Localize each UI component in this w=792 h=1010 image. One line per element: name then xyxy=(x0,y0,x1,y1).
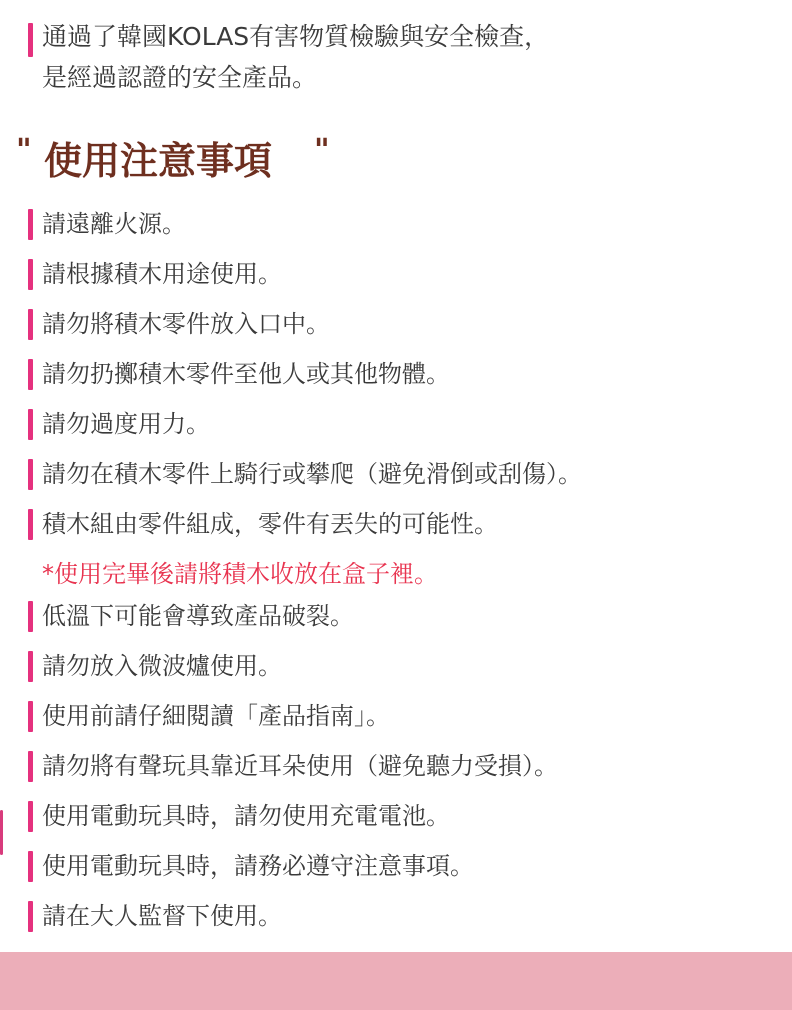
safety-item xyxy=(0,696,792,738)
item-accent-bar xyxy=(28,851,33,882)
storage-note xyxy=(0,554,792,596)
item-text: 請根據積木用途使用。 xyxy=(42,260,282,288)
item-text: 請勿放入微波爐使用。 xyxy=(42,652,282,680)
safety-item xyxy=(0,896,792,938)
item-accent-bar xyxy=(28,209,33,240)
item-text: 低溫下可能會導致產品破裂。 xyxy=(42,602,354,630)
note-text: *使用完畢後請將積木收放在盒子裡。 xyxy=(42,560,438,588)
certification-line-1: 通過了韓國KOLAS有害物質檢驗與安全檢查， xyxy=(42,22,550,51)
item-accent-bar xyxy=(28,359,33,390)
section-title: 使用注意事項 xyxy=(44,139,273,183)
opening-quote-mark: " xyxy=(16,133,32,168)
item-text: 請勿過度用力。 xyxy=(42,410,210,438)
safety-heading xyxy=(16,132,356,190)
safety-item xyxy=(0,254,792,296)
item-text: 使用電動玩具時，請務必遵守注意事項。 xyxy=(42,852,474,880)
item-accent-bar xyxy=(28,901,33,932)
item-accent-bar xyxy=(28,309,33,340)
safety-item xyxy=(0,596,792,638)
item-accent-bar xyxy=(28,601,33,632)
safety-item xyxy=(0,646,792,688)
bottom-pink-band xyxy=(0,952,792,1010)
item-text: 積木組由零件組成，零件有丟失的可能性。 xyxy=(42,510,498,538)
item-text: 使用電動玩具時，請勿使用充電電池。 xyxy=(42,802,450,830)
safety-item xyxy=(0,846,792,888)
safety-item xyxy=(0,354,792,396)
item-accent-bar xyxy=(28,701,33,732)
safety-item xyxy=(0,796,792,838)
item-text: 請遠離火源。 xyxy=(42,210,186,238)
safety-item xyxy=(0,404,792,446)
item-accent-bar xyxy=(28,409,33,440)
safety-item xyxy=(0,304,792,346)
safety-item xyxy=(0,204,792,246)
closing-quote-mark: " xyxy=(314,133,330,168)
certification-accent-bar xyxy=(28,23,33,57)
item-text: 請在大人監督下使用。 xyxy=(42,902,282,930)
item-text: 請勿將有聲玩具靠近耳朵使用（避免聽力受損）。 xyxy=(42,752,558,780)
item-accent-bar xyxy=(28,259,33,290)
item-text: 請勿在積木零件上騎行或攀爬（避免滑倒或刮傷）。 xyxy=(42,460,582,488)
item-accent-bar xyxy=(28,459,33,490)
item-accent-bar xyxy=(28,751,33,782)
safety-item xyxy=(0,504,792,546)
left-edge-marker xyxy=(0,810,3,855)
safety-item xyxy=(0,454,792,496)
item-accent-bar xyxy=(28,801,33,832)
item-accent-bar xyxy=(28,651,33,682)
safety-item xyxy=(0,746,792,788)
item-text: 請勿將積木零件放入口中。 xyxy=(42,310,330,338)
item-text: 使用前請仔細閱讀「產品指南」。 xyxy=(42,702,390,730)
item-accent-bar xyxy=(28,509,33,540)
certification-line-2: 是經過認證的安全產品。 xyxy=(42,63,318,92)
item-text: 請勿扔擲積木零件至他人或其他物體。 xyxy=(42,360,450,388)
